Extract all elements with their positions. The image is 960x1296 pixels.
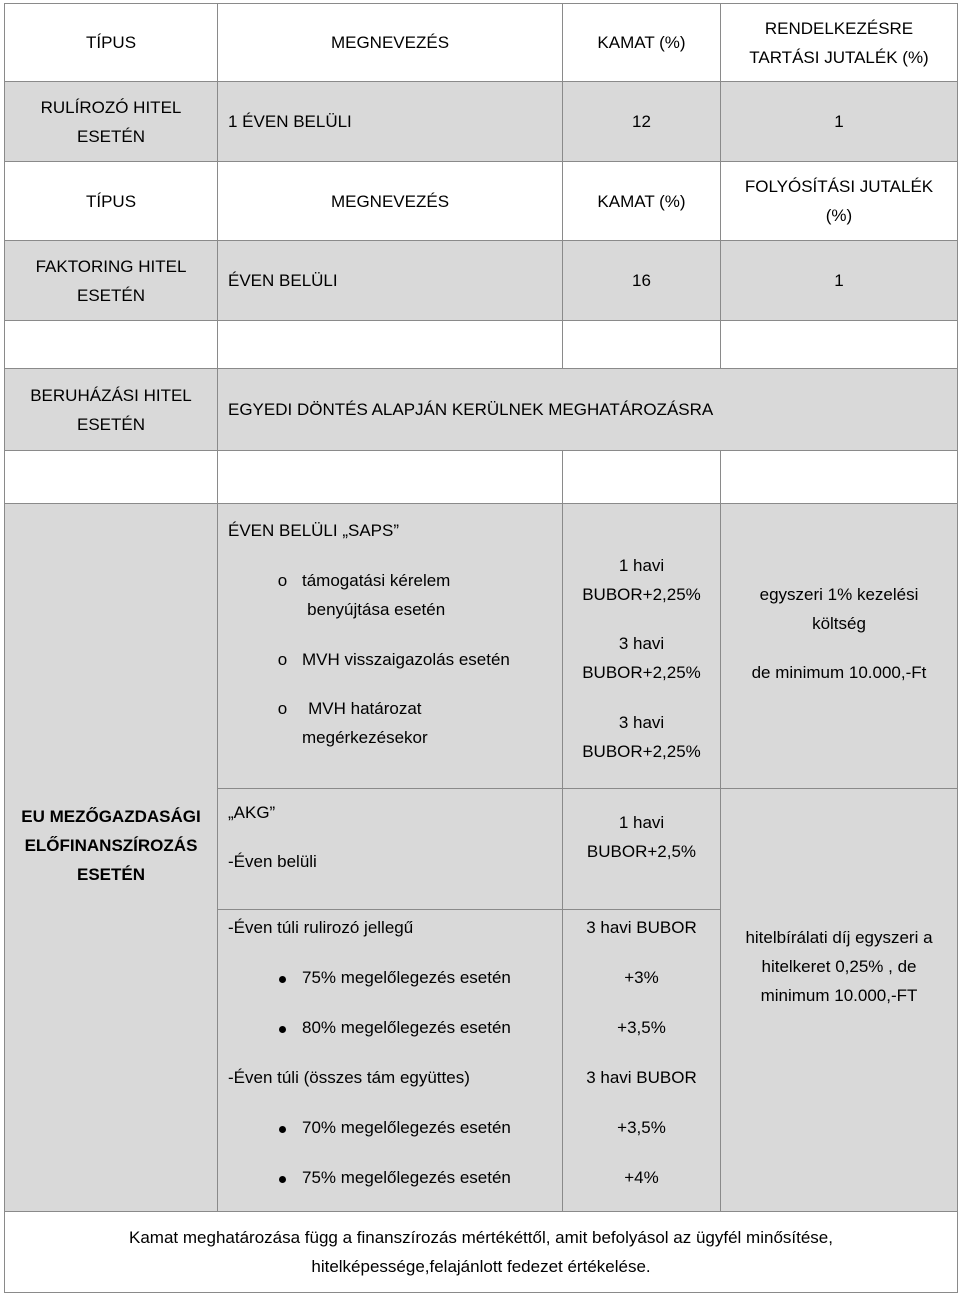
saps-item-3-line2: megérkezésekor (302, 728, 428, 747)
tuli-item-4 (228, 1163, 511, 1192)
saps-item-3-line1: MVH határozat (308, 699, 422, 718)
eu-tipus-line1: EU MEZŐGAZDASÁGI (21, 807, 201, 826)
circle-bullet-icon: o (277, 571, 288, 590)
tuli-title1: -Éven túli rulirozó jellegű (228, 918, 414, 937)
saps-kamat-line5: 3 havi (618, 713, 665, 732)
header2-kamat-label: KAMAT (%) (597, 191, 686, 211)
akg-title: „AKG” (228, 803, 276, 822)
bullet-icon (279, 1026, 286, 1033)
faktoring-kamat (562, 240, 721, 321)
beruhazasi-tipus (4, 368, 218, 451)
header1-tipus (4, 3, 218, 82)
tuli-title2: -Éven túli (összes tám együttes) (228, 1068, 470, 1087)
akg-kamat-line1: 1 havi (618, 813, 665, 832)
rulirozo-jutalek-value: 1 (834, 112, 844, 131)
faktoring-jutalek (720, 240, 958, 321)
empty-cell (562, 450, 721, 504)
tuli-kamat-line2: +3% (624, 968, 659, 987)
header1-jutalek-line2: TARTÁSI JUTALÉK (%) (749, 47, 929, 67)
rulirozo-tipus (4, 81, 218, 162)
akg-megnevezes (217, 788, 563, 910)
header2-kamat (562, 161, 721, 241)
beruhazasi-tipus-line2: ESETÉN (76, 414, 146, 434)
tuli-item-2 (228, 1013, 511, 1042)
header2-tipus (4, 161, 218, 241)
tuli-item-2-text: 80% megelőlegezés esetén (302, 1018, 511, 1037)
rulirozo-jutalek (720, 81, 958, 162)
beruhazasi-tipus-line1: BERUHÁZÁSI HITEL (30, 385, 192, 405)
rulirozo-megnevezes (217, 81, 563, 162)
tuli-item-3 (228, 1113, 511, 1142)
empty-cell (217, 450, 563, 504)
empty-cell (720, 320, 958, 369)
faktoring-tipus (4, 240, 218, 321)
empty-cell (217, 320, 563, 369)
saps-kamat-line4: BUBOR+2,25% (582, 663, 701, 682)
tuli-item-1-text: 75% megelőlegezés esetén (302, 968, 511, 987)
faktoring-tipus-line1: FAKTORING HITEL (35, 256, 187, 276)
tuli-kamat-line4: 3 havi BUBOR (586, 1068, 697, 1087)
saps-dij (720, 503, 958, 789)
tuli-item-1 (228, 963, 511, 992)
empty-cell (720, 450, 958, 504)
header2-megnevezes-label: MEGNEVEZÉS (330, 191, 450, 211)
tuli-kamat (562, 909, 721, 1212)
tuli-kamat-line5: +3,5% (617, 1118, 666, 1137)
faktoring-megnevezes (217, 240, 563, 321)
circle-bullet-icon: o (277, 699, 288, 718)
bullet-icon (279, 1126, 286, 1133)
saps-item-1 (228, 566, 450, 624)
header2-jutalek-line1: FOLYÓSÍTÁSI JUTALÉK (744, 177, 934, 196)
faktoring-tipus-line2: ESETÉN (76, 285, 146, 305)
footer-line1: Kamat meghatározása függ a finanszírozás mértékéttől, amit befolyásol az ügyfél minősítése, (129, 1228, 833, 1247)
circle-bullet-icon: o (277, 650, 288, 669)
rulirozo-tipus-line2: ESETÉN (76, 126, 146, 146)
eu-tipus (4, 503, 218, 1212)
saps-dij-line2: költség (812, 614, 866, 633)
empty-cell (562, 320, 721, 369)
tuli-dij-line3: minimum 10.000,-FT (760, 986, 918, 1005)
empty-cell (4, 450, 218, 504)
header1-megnevezes-label: MEGNEVEZÉS (330, 33, 450, 52)
saps-kamat-line1: 1 havi (618, 556, 665, 575)
eu-tipus-line3: ESETÉN (76, 865, 146, 884)
saps-kamat-line3: 3 havi (618, 634, 665, 653)
rulirozo-kamat-value: 12 (632, 112, 651, 131)
tuli-megnevezes (217, 909, 563, 1212)
footer-note (4, 1211, 958, 1293)
saps-megnevezes (217, 503, 563, 789)
saps-item-1-line2: benyújtása esetén (307, 600, 446, 619)
akg-subtitle: -Éven belüli (228, 852, 317, 871)
header1-kamat-label: KAMAT (%) (597, 33, 686, 52)
bullet-icon (279, 1176, 286, 1183)
header2-megnevezes (217, 161, 563, 241)
tuli-dij-line2: hitelkeret 0,25% , de (761, 957, 917, 976)
header1-jutalek (720, 3, 958, 82)
header1-kamat (562, 3, 721, 82)
saps-dij-line3: de minimum 10.000,-Ft (751, 663, 927, 682)
header2-tipus-label: TÍPUS (85, 191, 137, 211)
saps-title: ÉVEN BELÜLI „SAPS” (228, 521, 400, 540)
header2-jutalek-line2: (%) (825, 206, 853, 225)
saps-item-3 (228, 694, 428, 752)
saps-item-2 (228, 645, 510, 674)
rulirozo-tipus-line1: RULÍROZÓ HITEL (40, 97, 182, 117)
beruhazasi-megnevezes (217, 368, 958, 451)
saps-kamat-line6: BUBOR+2,25% (582, 742, 701, 761)
tuli-kamat-line1: 3 havi BUBOR (586, 918, 697, 937)
saps-item-2-line1: MVH visszaigazolás esetén (302, 650, 510, 669)
header1-jutalek-line1: RENDELKEZÉSRE (764, 18, 914, 38)
saps-dij-line1: egyszeri 1% kezelési (759, 585, 919, 604)
footer-line2: hitelképessége,felajánlott fedezet értékelése. (311, 1257, 651, 1276)
rulirozo-kamat (562, 81, 721, 162)
faktoring-kamat-value: 16 (632, 271, 651, 290)
tuli-item-4-text: 75% megelőlegezés esetén (302, 1168, 511, 1187)
header1-tipus-label: TÍPUS (85, 33, 137, 52)
tuli-kamat-line6: +4% (624, 1168, 659, 1187)
saps-kamat (562, 503, 721, 789)
tuli-kamat-line3: +3,5% (617, 1018, 666, 1037)
eu-tipus-line2: ELŐFINANSZÍROZÁS (24, 836, 198, 855)
rulirozo-megnevezes-text: 1 ÉVEN BELÜLI (228, 112, 352, 131)
faktoring-jutalek-value: 1 (834, 271, 844, 290)
tuli-item-3-text: 70% megelőlegezés esetén (302, 1118, 511, 1137)
saps-item-1-line1: támogatási kérelem (302, 571, 451, 590)
header1-megnevezes (217, 3, 563, 82)
saps-kamat-line2: BUBOR+2,25% (582, 585, 701, 604)
kamat-tablazat (4, 3, 958, 1293)
beruhazasi-megnevezes-text: EGYEDI DÖNTÉS ALAPJÁN KERÜLNEK MEGHATÁROZÁSRA (228, 400, 714, 419)
header2-jutalek (720, 161, 958, 241)
empty-cell (4, 320, 218, 369)
tuli-dij (720, 788, 958, 1212)
akg-kamat-line2: BUBOR+2,5% (586, 842, 697, 861)
faktoring-megnevezes-text: ÉVEN BELÜLI (228, 271, 338, 290)
bullet-icon (279, 976, 286, 983)
tuli-dij-line1: hitelbírálati díj egyszeri a (745, 928, 933, 947)
akg-kamat (562, 788, 721, 910)
